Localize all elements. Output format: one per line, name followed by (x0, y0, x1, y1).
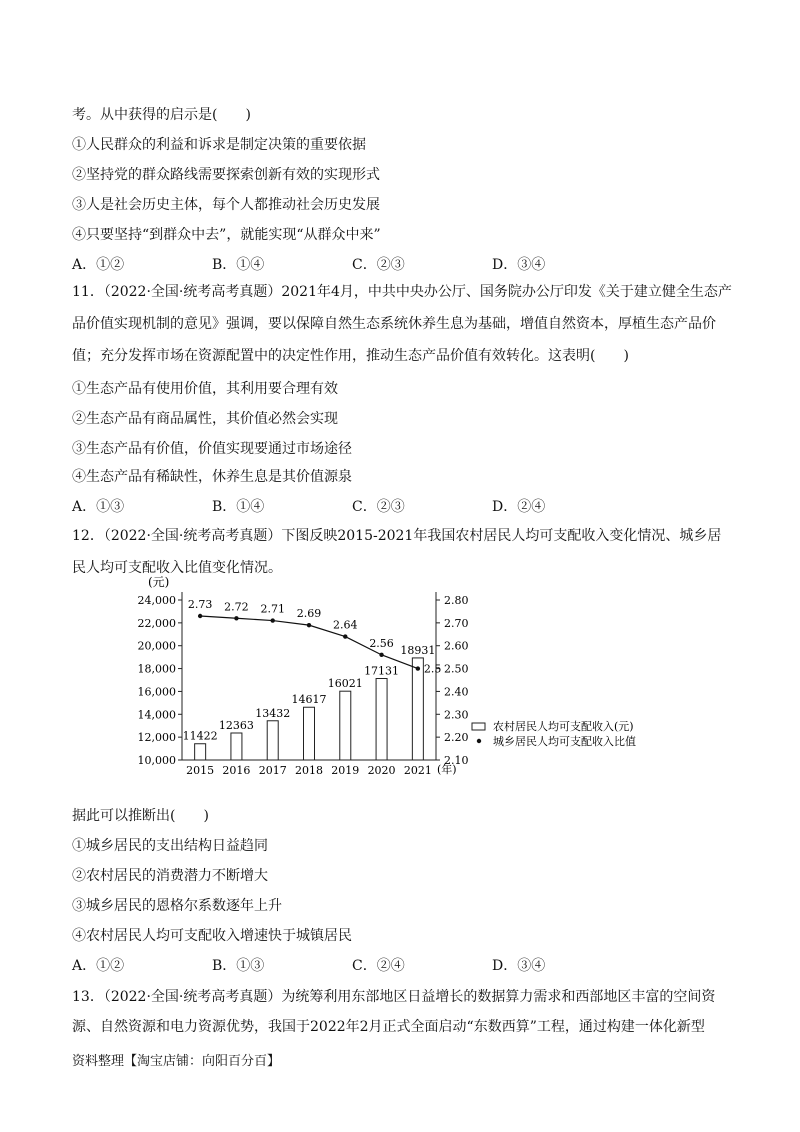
q12-option-c[interactable]: C．②④ (352, 958, 405, 974)
q11-item-2: ②生态产品有商品属性，其价值必然会实现 (72, 411, 338, 427)
left-axis-unit: (元) (148, 575, 170, 589)
q10-option-c[interactable]: C．②③ (352, 257, 405, 273)
q12-item-1: ①城乡居民的支出结构日益趋同 (72, 838, 268, 854)
q11-option-a[interactable]: A．①③ (72, 499, 125, 515)
ratio-point-label: 2.72 (224, 600, 249, 614)
q13-line-2: 源、自然资源和电力资源优势，我国于2022年2月正式全面启动“东数西算”工程，通过构建一体化新型 (72, 1019, 705, 1035)
x-tick-label: 2021 (403, 764, 432, 777)
ratio-point (198, 614, 202, 618)
income-bar (267, 721, 278, 760)
right-tick-label: 2.80 (444, 594, 469, 607)
q10-option-d[interactable]: D．③④ (492, 257, 546, 273)
legend-bar-label: 农村居民人均可支配收入(元) (493, 720, 634, 733)
left-tick-label: 12,000 (137, 731, 176, 745)
left-tick-label: 20,000 (137, 639, 176, 653)
income-bar (231, 733, 242, 760)
right-tick-label: 2.60 (444, 639, 469, 653)
q11-option-c[interactable]: C．②③ (352, 499, 405, 515)
ratio-point-label: 2.71 (260, 602, 285, 616)
left-tick-label: 24,000 (137, 594, 176, 607)
ratio-point-label: 2.56 (369, 636, 394, 650)
q12-stem: 12．（2022·全国·统考高考真题）下图反映2015-2021年我国农村居民人均可支配收入变化情况、城乡居民人均可支配收入比值变化情况。 (72, 528, 722, 576)
q12-item-2: ②农村居民的消费潜力不断增大 (72, 868, 268, 884)
ratio-point-label: 2.73 (187, 598, 213, 611)
q11-option-d[interactable]: D．②④ (492, 499, 546, 515)
ratio-point-label: 2.64 (333, 618, 358, 632)
q12-item-4: ④农村居民人均可支配收入增速快于城镇居民 (72, 928, 352, 944)
right-tick-label: 2.70 (444, 616, 469, 630)
ratio-point (307, 623, 311, 627)
income-bar-label: 14617 (291, 693, 327, 707)
legend-bar-swatch (472, 723, 485, 730)
q11-option-b[interactable]: B．①④ (212, 499, 265, 515)
left-tick-label: 22,000 (137, 616, 176, 630)
x-tick-label: 2018 (295, 764, 323, 777)
ratio-point-label: 2.5 (423, 662, 442, 676)
right-tick-label: 2.20 (444, 731, 469, 745)
x-axis-unit: (年) (437, 763, 457, 776)
left-tick-label: 18,000 (137, 662, 176, 676)
income-chart (100, 570, 720, 780)
income-bar (412, 658, 423, 760)
ratio-point (379, 653, 383, 657)
q11-item-4: ④生态产品有稀缺性，休养生息是其价值源泉 (72, 469, 352, 485)
chart-legend (472, 719, 636, 748)
q10-item-3: ③人是社会历史主体，每个人都推动社会历史发展 (72, 197, 380, 213)
q12-item-3: ③城乡居民的恩格尔系数逐年上升 (72, 898, 282, 914)
q10-item-1: ①人民群众的利益和诉求是制定决策的重要依据 (72, 137, 366, 153)
q12-option-b[interactable]: B．①③ (212, 958, 265, 974)
ratio-point (343, 634, 347, 638)
q12-option-d[interactable]: D．③④ (492, 958, 546, 974)
q13-line-1: 13．（2022·全国·统考高考真题）为统筹利用东部地区日益增长的数据算力需求和西部地区丰富的空间资 (72, 989, 716, 1005)
ratio-point (416, 666, 420, 670)
q10-item-2: ②坚持党的群众路线需要探索创新有效的实现形式 (72, 167, 380, 183)
legend-line-label: 城乡居民人均可支配收入比值 (493, 735, 636, 748)
income-bar-label: 13432 (255, 706, 291, 720)
x-tick-label: 2019 (331, 764, 360, 777)
q11-item-1: ①生态产品有使用价值，其利用要合理有效 (72, 381, 338, 397)
income-bar-label: 16021 (327, 677, 363, 691)
q10-continuation: 考。从中获得的启示是( ) (72, 107, 251, 123)
ratio-point (234, 616, 238, 620)
income-bar-label: 17131 (364, 664, 400, 678)
income-bar-label: 18931 (400, 643, 436, 657)
legend-dot-swatch (477, 739, 481, 743)
q10-option-b[interactable]: B．①④ (212, 257, 265, 273)
right-tick-label: 2.10 (444, 754, 469, 767)
x-tick-label: 2015 (186, 764, 215, 777)
q12-question: 据此可以推断出( ) (72, 808, 209, 824)
right-tick-label: 2.30 (444, 708, 469, 722)
income-bar (304, 707, 315, 760)
income-bar (376, 679, 387, 760)
left-tick-label: 10,000 (137, 754, 176, 767)
right-tick-label: 2.50 (444, 662, 469, 676)
x-tick-label: 2017 (258, 764, 287, 777)
q11-stem: 11．（2022·全国·统考高考真题）2021年4月，中共中央办公厅、国务院办公厅印发《关于建立健全生态产品价值实现机制的意见》强调，要以保障自然生态系统休养生息为基础，增值自然资本，厚植生态产品价值；充分发挥市场在资源配置中的决定性作用，推动生态产品价值有效转化。这表明( ) (72, 284, 732, 364)
ratio-point-label: 2.69 (296, 607, 322, 621)
income-bar-label: 12363 (218, 718, 254, 732)
ratio-point (271, 618, 275, 622)
x-tick-label: 2020 (367, 764, 396, 777)
income-bar-label: 11422 (182, 729, 218, 743)
q10-item-4: ④只要坚持“到群众中去”，就能实现“从群众中来” (72, 227, 381, 243)
q11-item-3: ③生态产品有价值，价值实现要通过市场途径 (72, 441, 352, 457)
q12-option-a[interactable]: A．①② (72, 958, 125, 974)
income-bar (340, 691, 351, 760)
left-tick-label: 14,000 (137, 708, 176, 722)
x-tick-label: 2016 (222, 764, 251, 777)
right-tick-label: 2.40 (444, 685, 469, 699)
left-tick-label: 16,000 (137, 685, 176, 699)
q10-option-a[interactable]: A．①② (72, 257, 125, 273)
page-footer: 资料整理【淘宝店铺：向阳百分百】 (72, 1054, 281, 1069)
income-bar (195, 744, 206, 760)
